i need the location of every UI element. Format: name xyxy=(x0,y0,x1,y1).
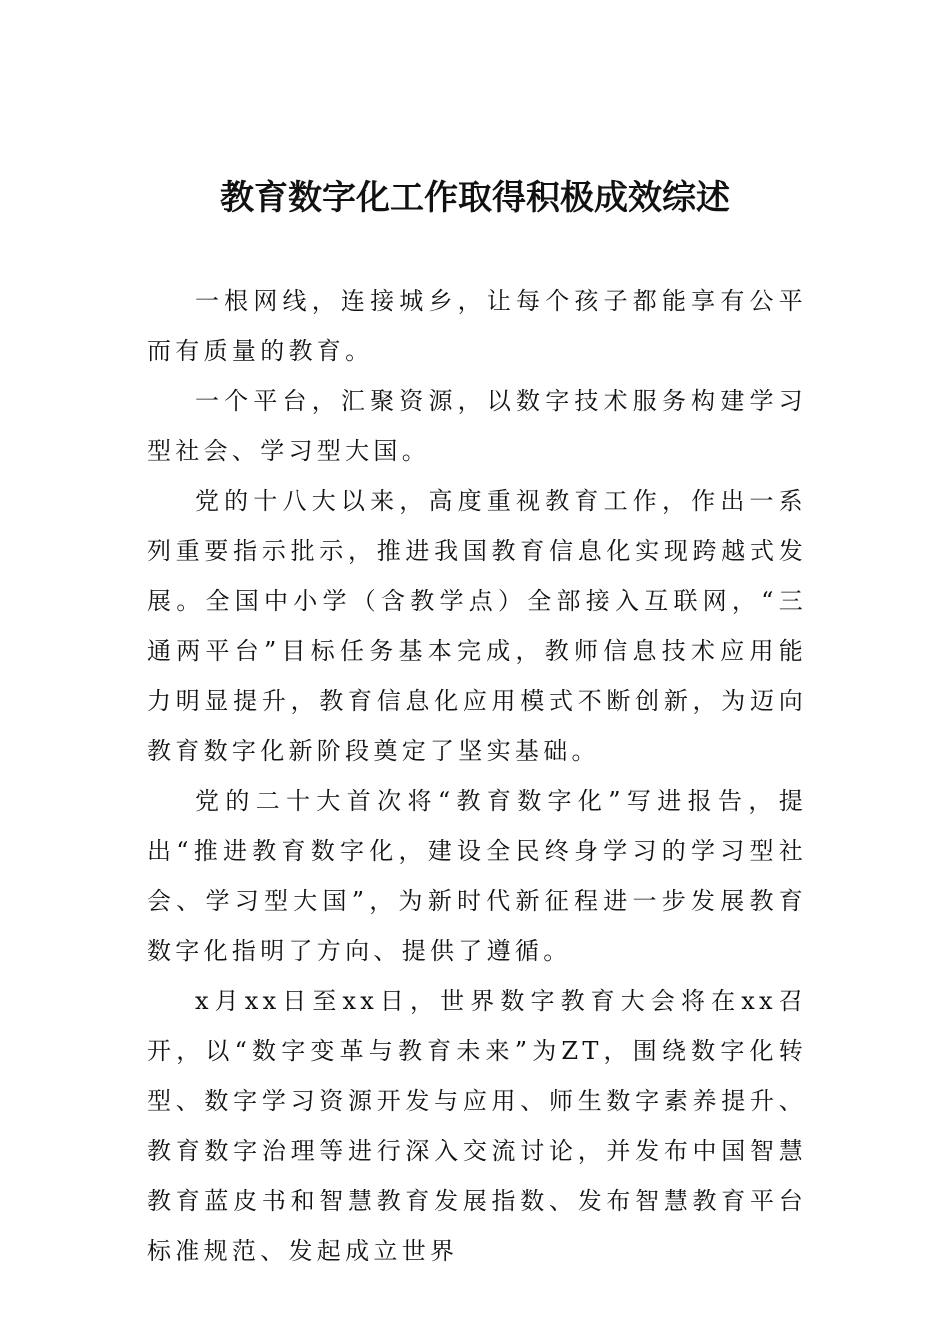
document-body xyxy=(147,276,807,1276)
paragraph-4: 党的二十大首次将“教育数字化”写进报告，提出“推进教育数字化，建设全民终身学习的学习型社会、学习型大国”，为新时代新征程进一步发展教育数字化指明了方向、提供了遵循。 xyxy=(147,787,807,965)
paragraph-3: 党的十八大以来，高度重视教育工作，作出一系列重要指示批示，推进我国教育信息化实现跨越式发展。全国中小学（含教学点）全部接入互联网，“三通两平台”目标任务基本完成，教师信息技术应用能力明显提升，教育信息化应用模式不断创新，为迈向教育数字化新阶段奠定了坚实基础。 xyxy=(147,487,807,765)
paragraph-2: 一个平台，汇聚资源，以数字技术服务构建学习型社会、学习型大国。 xyxy=(147,387,807,465)
paragraph-1: 一根网线，连接城乡，让每个孩子都能享有公平而有质量的教育。 xyxy=(147,287,807,365)
paragraph-5: x月xx日至xx日，世界数字教育大会将在xx召开，以“数字变革与教育未来”为ZT，围绕数字化转型、数字学习资源开发与应用、师生数字素养提升、教育数字治理等进行深入交流讨论，并发布中国智慧教育蓝皮书和智慧教育发展指数、发布智慧教育平台标准规范、发起成立世界 xyxy=(147,987,807,1265)
document-title: 教育数字化工作取得积极成效综述 xyxy=(220,178,730,218)
